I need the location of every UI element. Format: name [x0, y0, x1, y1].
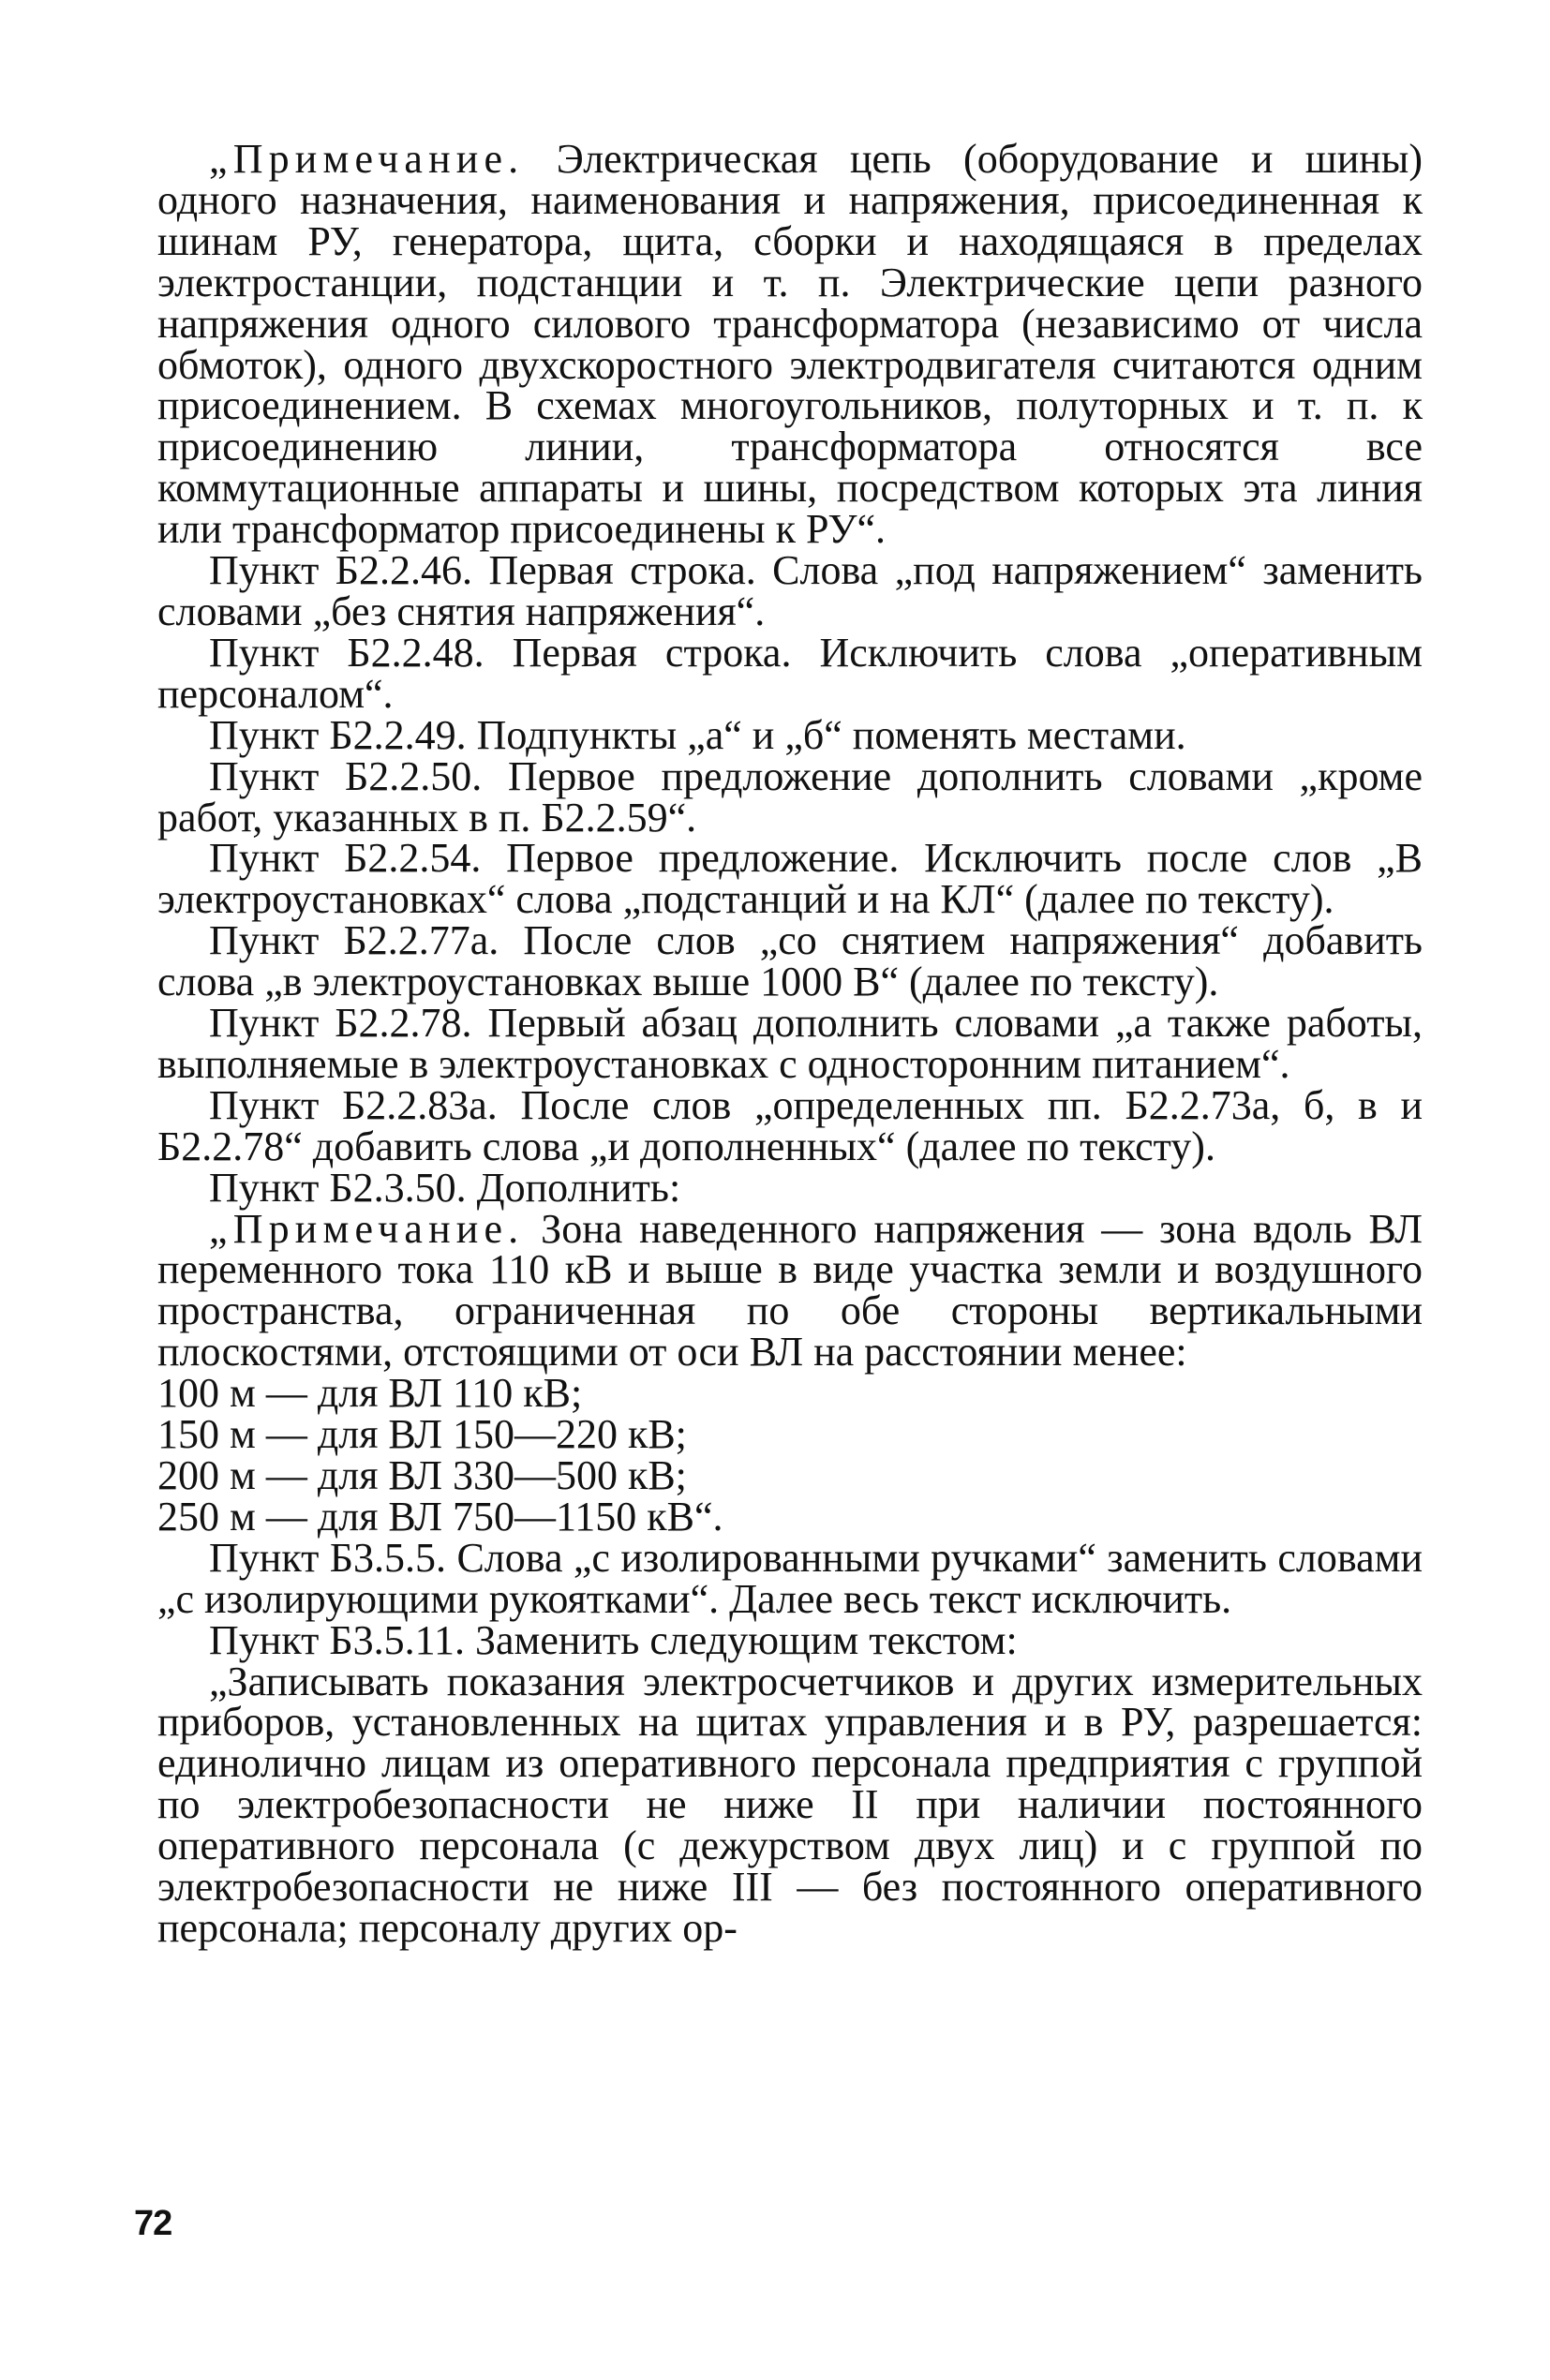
note-lead: „Примечание.	[209, 1205, 525, 1252]
paragraph-text: Зона наведенного напряжения — зона вдоль ВЛ переменного тока 110 кВ и выше в виде участка земли и воздушного пространства, ограниченная по обе стороны вертикальными плоскостями, отстоящими от оси ВЛ на расстоянии менее:	[157, 1205, 1423, 1376]
paragraph-text: Электрическая цепь (оборудование и шины) одного назначения, наименования и напряжения, присоединенная к шинам РУ, генератора, щита, сборки и находящаяся в пределах электростанции, подстанции и т. п. Электрические цепи разного напряжения одного силового трансформатора (независимо от числа обмоток), одного двухскоростного электродвигателя считаются одним присоединением. В схемах многоугольников, полуторных и т. п. к присоединению линии, трансформатора относятся все коммутационные аппараты и шины, посредством которых эта линия или трансформатор присоединены к РУ“.	[157, 136, 1423, 553]
paragraph-note-connection	[157, 136, 1423, 553]
list-item: 100 м — для ВЛ 110 кВ;	[157, 1370, 583, 1417]
paragraph-meter-readings: „Записывать показания электросчетчиков и других измерительных приборов, установленных на щитах управления и в РУ, разрешается: единолично лицам из оперативного персонала предприятия с группой по электробезопасности не ниже II при наличии постоянного оперативного персонала (с дежурством двух лиц) и с группой по электробезопасности не ниже III — без постоянного оперативного персонала; персоналу других ор-	[157, 1658, 1423, 1951]
paragraph-b2-2-54: Пункт Б2.2.54. Первое предложение. Исключить после слов „В электроустановках“ слова „подстанций и на КЛ“ (далее по тексту).	[157, 835, 1423, 923]
paragraph-b3-5-5: Пункт Б3.5.5. Слова „с изолированными ручками“ заменить словами „с изолирующими рукоятками“. Далее весь текст исключить.	[157, 1534, 1423, 1622]
paragraph-b2-2-77a: Пункт Б2.2.77а. После слов „со снятием напряжения“ добавить слова „в электроустановках выше 1000 В“ (далее по тексту).	[157, 917, 1423, 1005]
paragraph-note-induced-voltage	[157, 1205, 1423, 1376]
paragraph-b2-2-48: Пункт Б2.2.48. Первая строка. Исключить слова „оперативным персоналом“.	[157, 629, 1423, 717]
list-item: 150 м — для ВЛ 150—220 кВ;	[157, 1411, 687, 1458]
note-lead: „Примечание.	[209, 136, 525, 182]
list-item: 250 м — для ВЛ 750—1150 кВ“.	[157, 1493, 723, 1540]
paragraph-b2-2-49: Пункт Б2.2.49. Подпункты „а“ и „б“ поменять местами.	[209, 711, 1186, 758]
paragraph-b2-2-50: Пункт Б2.2.50. Первое предложение дополнить словами „кроме работ, указанных в п. Б2.2.59“.	[157, 752, 1423, 840]
paragraph-b2-2-46: Пункт Б2.2.46. Первая строка. Слова „под напряжением“ заменить словами „без снятия напряжения“.	[157, 547, 1423, 634]
page-number: 72	[134, 2204, 172, 2243]
paragraph-b2-3-50: Пункт Б2.3.50. Дополнить:	[209, 1164, 681, 1211]
page-body	[157, 136, 1423, 1951]
paragraph-b3-5-11: Пункт Б3.5.11. Заменить следующим текстом:	[209, 1616, 1018, 1663]
paragraph-b2-2-83a: Пункт Б2.2.83а. После слов „определенных пп. Б2.2.73а, б, в и Б2.2.78“ добавить слова „и дополненных“ (далее по тексту).	[157, 1081, 1423, 1169]
paragraph-b2-2-78: Пункт Б2.2.78. Первый абзац дополнить словами „а также работы, выполняемые в электроустановках с односторонним питанием“.	[157, 1000, 1423, 1087]
list-item: 200 м — для ВЛ 330—500 кВ;	[157, 1452, 687, 1498]
